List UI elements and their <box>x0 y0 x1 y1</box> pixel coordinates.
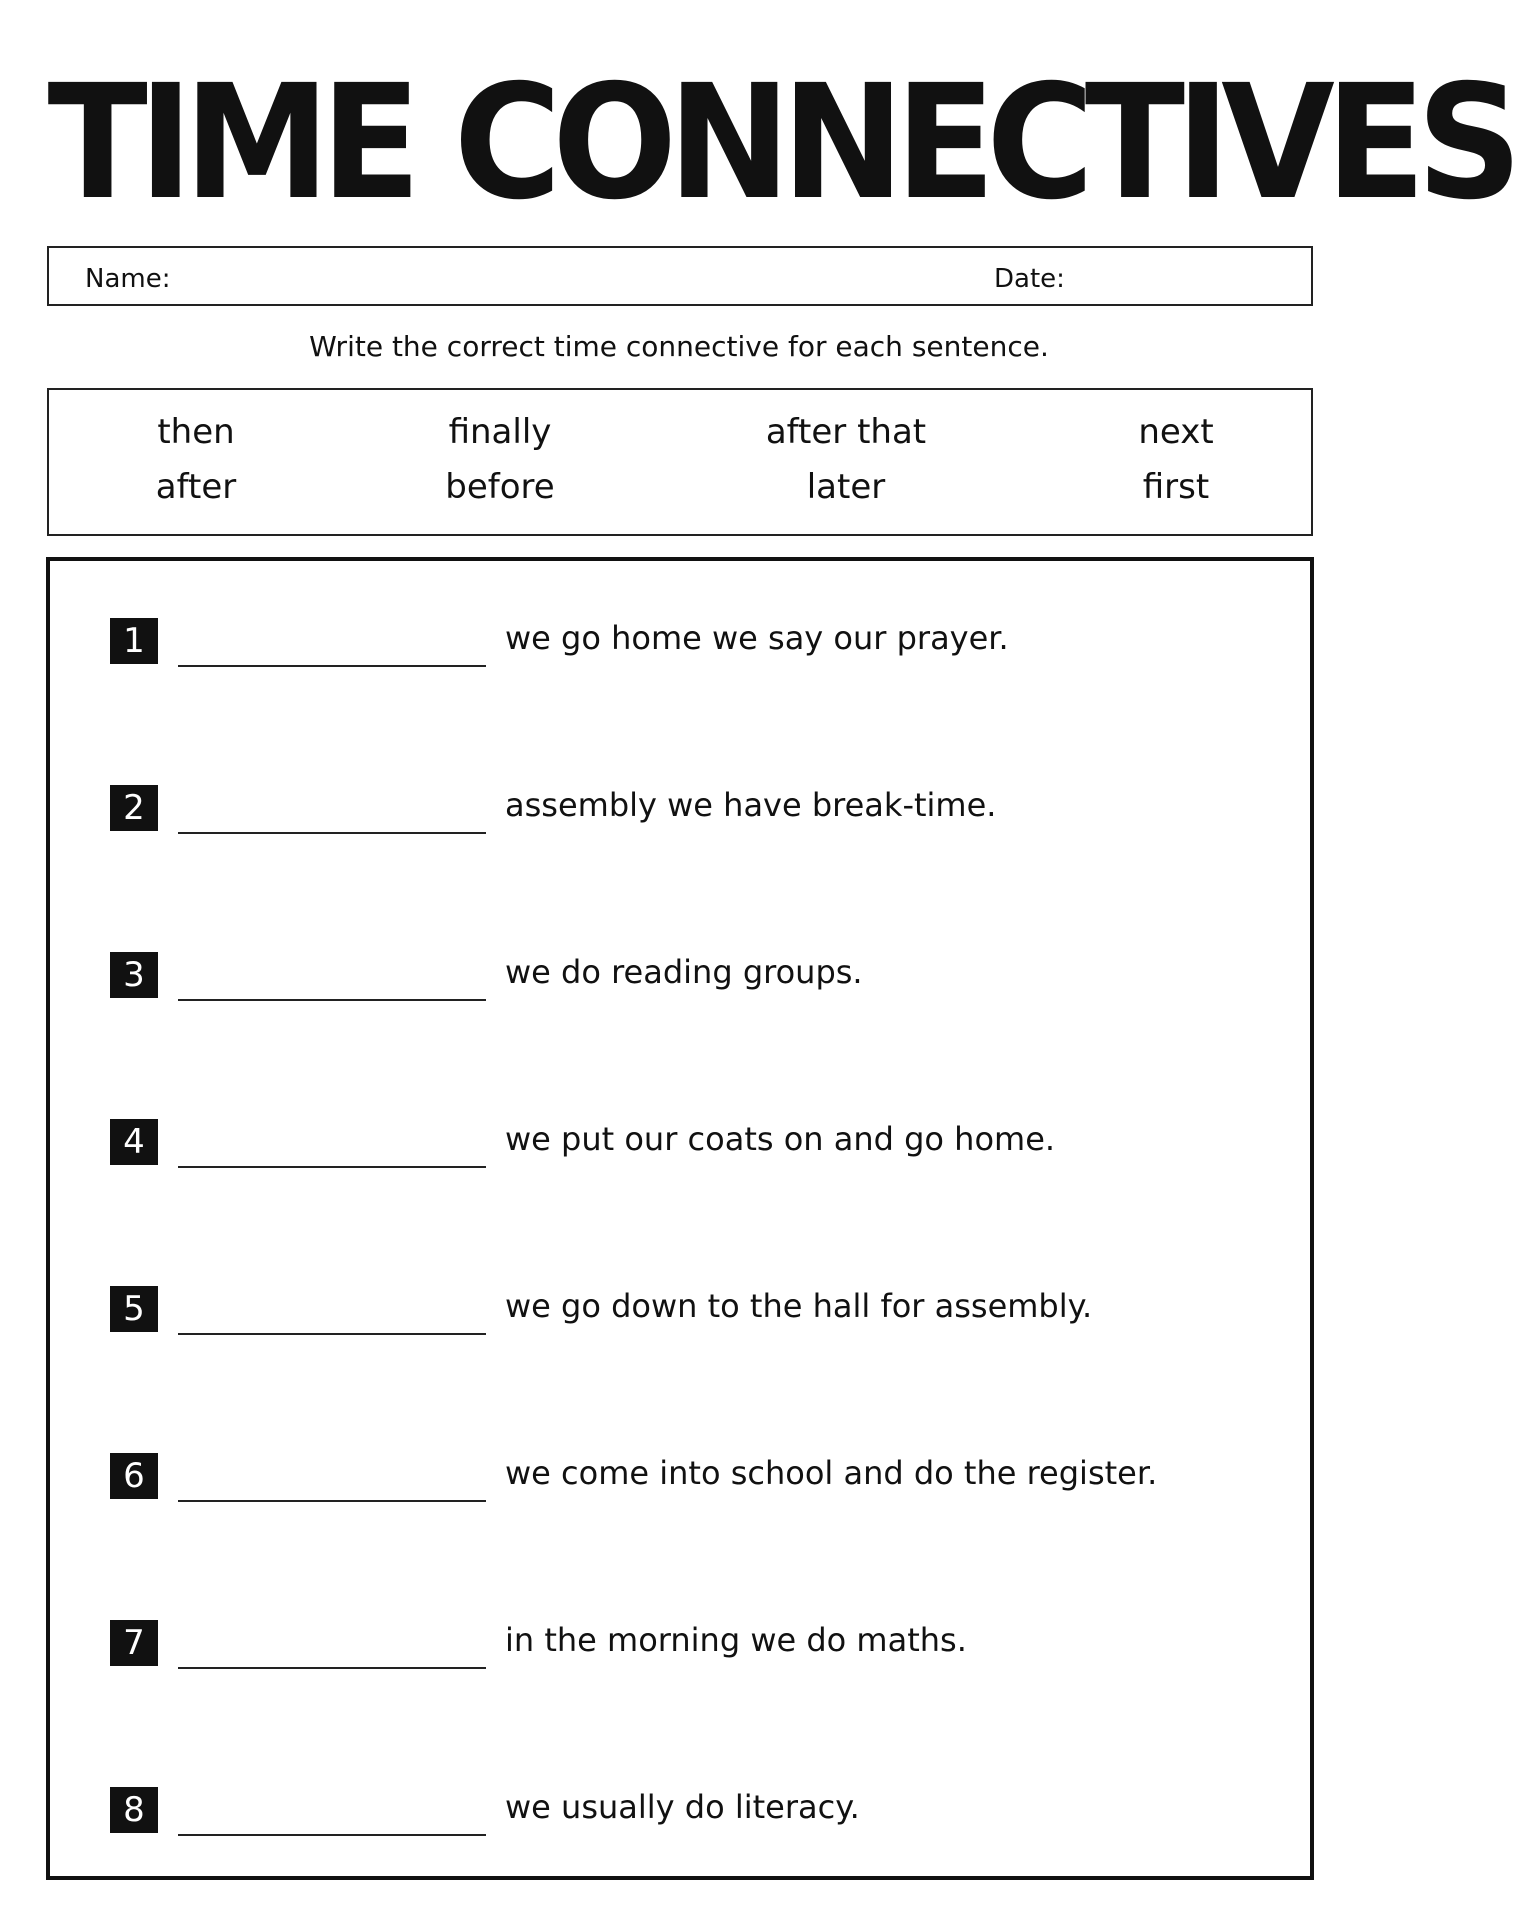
word-bank-item: after that <box>765 412 927 452</box>
question-text: we usually do literacy. <box>505 1788 860 1826</box>
question-text: in the morning we do maths. <box>505 1621 967 1659</box>
word-bank <box>47 388 1313 536</box>
question-row <box>110 1615 1290 1675</box>
word-bank-item: next <box>1138 412 1214 452</box>
word-bank-item: first <box>1142 467 1210 507</box>
question-row <box>110 613 1290 673</box>
word-bank-item: finally <box>448 412 552 452</box>
question-number: 8 <box>110 1787 158 1833</box>
question-row <box>110 1782 1290 1842</box>
answer-blank[interactable] <box>178 999 486 1001</box>
question-text: we go down to the hall for assembly. <box>505 1287 1093 1325</box>
word-bank-item: after <box>155 467 237 507</box>
question-row <box>110 947 1290 1007</box>
answer-blank[interactable] <box>178 832 486 834</box>
question-number: 5 <box>110 1286 158 1332</box>
question-number: 1 <box>110 618 158 664</box>
question-text: we go home we say our prayer. <box>505 619 1009 657</box>
question-number: 3 <box>110 952 158 998</box>
exercise-box <box>46 557 1314 1880</box>
answer-blank[interactable] <box>178 665 486 667</box>
instructions: Write the correct time connective for each sentence. <box>309 330 1049 363</box>
answer-blank[interactable] <box>178 1333 486 1335</box>
question-row <box>110 1281 1290 1341</box>
answer-blank[interactable] <box>178 1166 486 1168</box>
name-label: Name: <box>85 264 171 294</box>
date-label: Date: <box>994 264 1065 294</box>
question-number: 2 <box>110 785 158 831</box>
question-text: we come into school and do the register. <box>505 1454 1158 1492</box>
question-row <box>110 1448 1290 1508</box>
answer-blank[interactable] <box>178 1500 486 1502</box>
word-bank-item: then <box>157 412 235 452</box>
answer-blank[interactable] <box>178 1834 486 1836</box>
word-bank-item: before <box>445 467 555 507</box>
word-bank-item: later <box>806 467 886 507</box>
question-number: 4 <box>110 1119 158 1165</box>
question-row <box>110 780 1290 840</box>
question-number: 7 <box>110 1620 158 1666</box>
worksheet-title: TIME CONNECTIVES <box>47 51 1513 235</box>
answer-blank[interactable] <box>178 1667 486 1669</box>
name-date-box <box>47 246 1313 306</box>
question-text: we put our coats on and go home. <box>505 1120 1056 1158</box>
question-row <box>110 1114 1290 1174</box>
question-text: we do reading groups. <box>505 953 863 991</box>
question-text: assembly we have break-time. <box>505 786 997 824</box>
question-number: 6 <box>110 1453 158 1499</box>
